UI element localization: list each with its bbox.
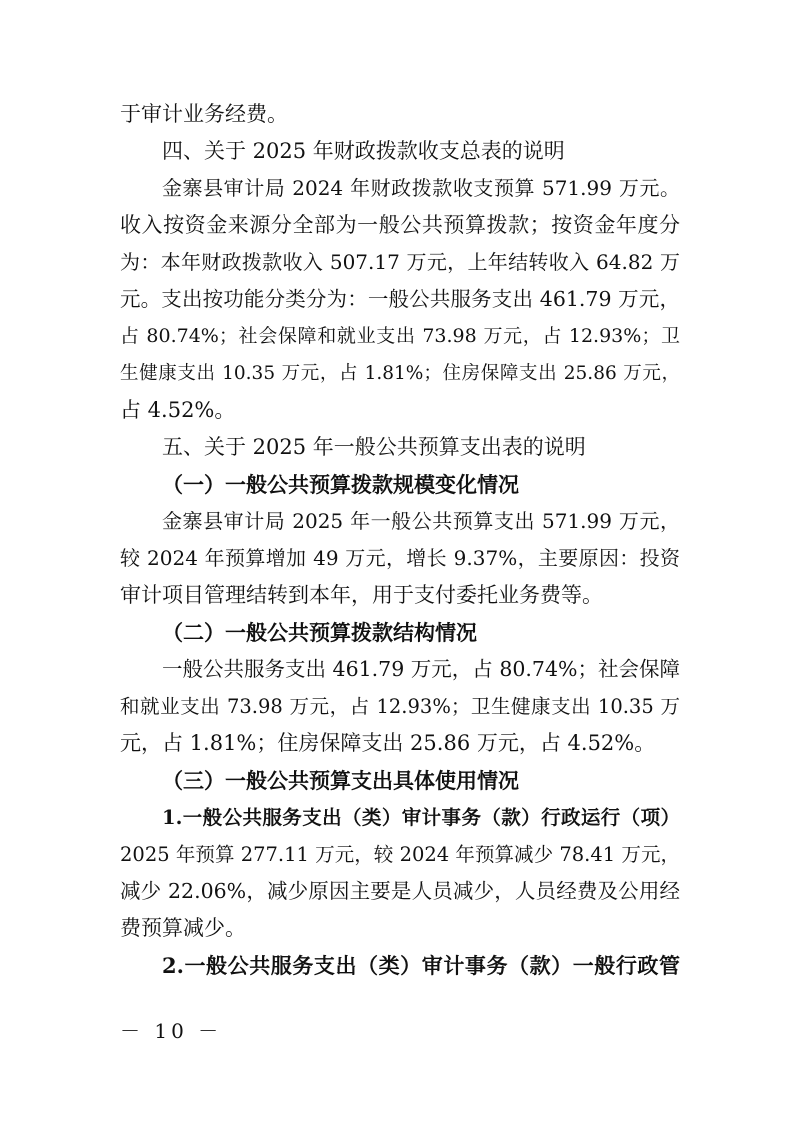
paragraph-line: 费预算减少。 xyxy=(120,916,246,940)
paragraph-line: 占 4.52%。 xyxy=(120,398,236,422)
paragraph-line: 四、关于 2025 年财政拨款收支总表的说明 xyxy=(162,139,565,163)
paragraph-line: 一般公共服务支出 461.79 万元，占 80.74%；社会保障 xyxy=(162,657,680,681)
paragraph-line: 于审计业务经费。 xyxy=(120,102,288,126)
section-heading-line: 1.一般公共服务支出（类）审计事务（款）行政运行（项） xyxy=(162,806,680,829)
paragraph-line: 五、关于 2025 年一般公共预算支出表的说明 xyxy=(162,435,586,459)
section-heading-line: （三）一般公共预算支出具体使用情况 xyxy=(162,768,519,793)
document-body xyxy=(120,96,680,984)
paragraph-line: 和就业支出 73.98 万元，占 12.93%；卫生健康支出 10.35 万 xyxy=(120,695,680,718)
paragraph-line: 元，占 1.81%；住房保障支出 25.86 万元，占 4.52%。 xyxy=(120,731,656,755)
paragraph-line: 2025 年预算 277.11 万元，较 2024 年预算减少 78.41 万元， xyxy=(120,843,680,866)
paragraph-line: 金寨县审计局 2025 年一般公共预算支出 571.99 万元， xyxy=(162,509,680,533)
paragraph-line: 生健康支出 10.35 万元，占 1.81%；住房保障支出 25.86 万元， xyxy=(120,363,680,384)
section-heading-line: 2.一般公共服务支出（类）审计事务（款）一般行政管 xyxy=(162,953,680,978)
paragraph-line: 金寨县审计局 2024 年财政拨款收支预算 571.99 万元。 xyxy=(162,176,680,200)
paragraph-line: 收入按资金来源分全部为一般公共预算拨款；按资金年度分 xyxy=(120,213,680,237)
page-number: － 10 － xyxy=(120,1019,223,1043)
paragraph-line: 为：本年财政拨款收入 507.17 万元，上年结转收入 64.82 万 xyxy=(120,250,680,274)
paragraph-line: 较 2024 年预算增加 49 万元，增长 9.37%，主要原因：投资 xyxy=(120,546,680,570)
paragraph-line: 审计项目管理结转到本年，用于支付委托业务费等。 xyxy=(120,583,603,607)
paragraph-line: 元。支出按功能分类分为：一般公共服务支出 461.79 万元， xyxy=(120,287,680,311)
section-heading-line: （二）一般公共预算拨款结构情况 xyxy=(162,620,477,645)
paragraph-line: 减少 22.06%，减少原因主要是人员减少，人员经费及公用经 xyxy=(120,879,680,903)
section-heading-line: （一）一般公共预算拨款规模变化情况 xyxy=(162,472,519,497)
paragraph-line: 占 80.74%；社会保障和就业支出 73.98 万元，占 12.93%；卫 xyxy=(120,325,680,347)
